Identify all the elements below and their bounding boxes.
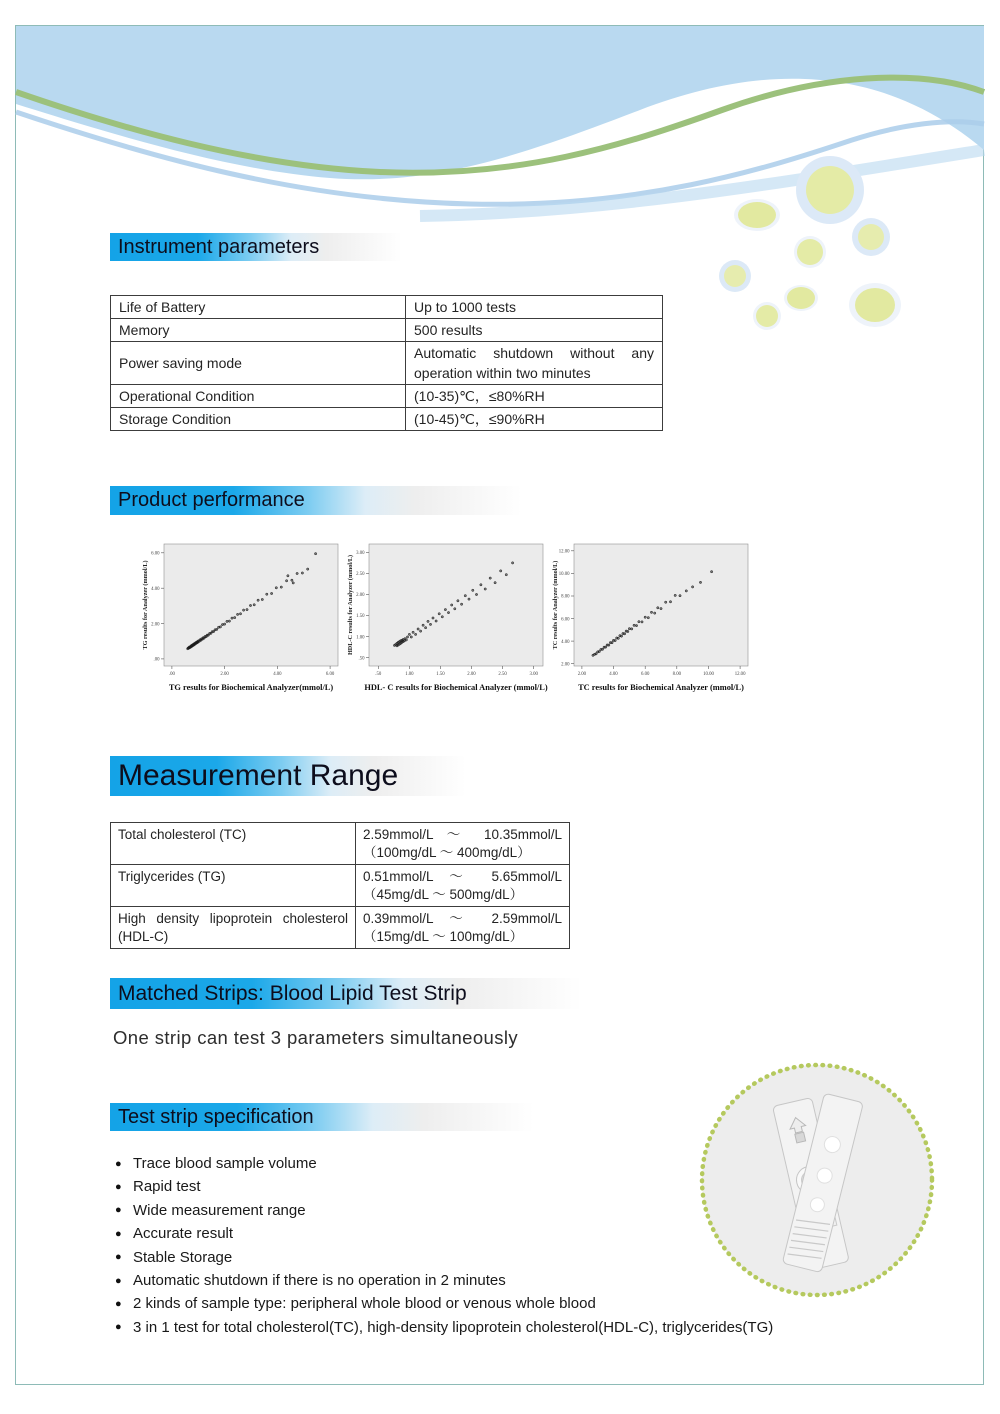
test-strips-illustration <box>692 1056 942 1306</box>
instrument-table-cell: Storage Condition <box>111 408 406 431</box>
svg-text:HDL-C results for Analyzer (mm: HDL-C results for Analyzer (mmol/L) <box>347 554 354 656</box>
svg-text:6.00: 6.00 <box>325 672 335 677</box>
measurement-table-cell: High density lipoprotein cholesterol (HDL-C) <box>111 907 356 949</box>
svg-text:2.00: 2.00 <box>577 672 587 677</box>
svg-text:HDL- C results for Biochemical: HDL- C results for Biochemical Analyzer (mmol/L) <box>364 683 548 692</box>
measurement-table-cell: Total cholesterol (TC) <box>111 823 356 865</box>
scatter-plot-svg <box>548 540 753 705</box>
svg-text:2.00: 2.00 <box>467 672 476 677</box>
instrument-parameters-table <box>110 295 663 431</box>
svg-text:2.50: 2.50 <box>356 572 365 578</box>
measurement-table-row <box>111 865 570 907</box>
svg-text:2.00: 2.00 <box>561 662 570 668</box>
svg-text:TC results for Biochemical Ana: TC results for Biochemical Analyzer (mmol/L) <box>578 683 744 692</box>
svg-text:TG results for Biochemical Ana: TG results for Biochemical Analyzer(mmol/L) <box>168 683 334 692</box>
strip-note-text: One strip can test 3 parameters simultaneously <box>113 1027 519 1048</box>
svg-text:12.00: 12.00 <box>558 549 570 555</box>
svg-text:.50: .50 <box>375 672 382 677</box>
scatter-plot-svg <box>138 540 343 705</box>
svg-text:3.00: 3.00 <box>529 672 538 677</box>
svg-text:TG results for Analyzer (mmol/: TG results for Analyzer (mmol/L) <box>142 560 149 650</box>
instrument-table-cell: Life of Battery <box>111 296 406 319</box>
measurement-table-cell: Triglycerides (TG) <box>111 865 356 907</box>
scatter-plot-svg <box>343 540 548 705</box>
section-title-text: Instrument parameters <box>118 236 320 258</box>
svg-text:2.50: 2.50 <box>498 672 507 677</box>
feature-item: ● Stable Storage <box>115 1246 867 1269</box>
section-title-product-performance <box>110 486 522 515</box>
scatter-plot-hdl-c <box>343 540 548 705</box>
svg-text:8.00: 8.00 <box>672 672 682 677</box>
svg-text:8.00: 8.00 <box>561 594 570 600</box>
instrument-table-row <box>111 408 663 431</box>
instrument-table-row <box>111 385 663 408</box>
svg-text:2.00: 2.00 <box>220 672 229 677</box>
instrument-table-row <box>111 296 663 319</box>
scatter-plot-tc <box>548 540 753 705</box>
section-title-text: Product performance <box>118 489 305 511</box>
svg-text:3.00: 3.00 <box>356 551 365 557</box>
section-title-text: Test strip specification <box>118 1106 314 1128</box>
section-title-test-strip-specification <box>110 1103 534 1131</box>
svg-text:4.00: 4.00 <box>561 639 570 645</box>
section-title-measurement-range <box>110 756 466 796</box>
svg-text:.00: .00 <box>153 657 160 663</box>
instrument-table-cell: Power saving mode <box>111 342 406 385</box>
feature-item: ● Trace blood sample volume <box>115 1152 867 1175</box>
instrument-table-cell: (10-45)℃，≤90%RH <box>406 408 663 431</box>
svg-text:10.00: 10.00 <box>703 672 714 677</box>
svg-text:10.00: 10.00 <box>558 572 570 578</box>
svg-text:1.50: 1.50 <box>436 672 445 677</box>
measurement-table-row <box>111 823 570 865</box>
section-title-text: Measurement Range <box>118 759 399 792</box>
instrument-table-row <box>111 319 663 342</box>
measurement-table-cell: 0.39mmol/L ～ 2.59mmol/L （15mg/dL ～ 100mg/dL） <box>356 907 570 949</box>
instrument-table-cell: (10-35)℃，≤80%RH <box>406 385 663 408</box>
svg-text:4.00: 4.00 <box>151 586 160 592</box>
measurement-table-cell: 0.51mmol/L ～ 5.65mmol/L （45mg/dL ～ 500mg/dL） <box>356 865 570 907</box>
svg-text:4.00: 4.00 <box>273 672 282 677</box>
instrument-table-cell: Operational Condition <box>111 385 406 408</box>
instrument-table-row <box>111 342 663 385</box>
feature-item: ● Automatic shutdown if there is no operation in 2 minutes <box>115 1269 867 1292</box>
feature-item: ● Accurate result <box>115 1222 867 1245</box>
svg-text:2.00: 2.00 <box>151 622 160 628</box>
instrument-table-cell: 500 results <box>406 319 663 342</box>
instrument-table-cell: Memory <box>111 319 406 342</box>
feature-item: ● Wide measurement range <box>115 1199 867 1222</box>
svg-text:.50: .50 <box>358 656 365 662</box>
section-title-text: Matched Strips: Blood Lipid Test Strip <box>118 982 467 1005</box>
svg-text:2.00: 2.00 <box>356 593 365 599</box>
measurement-table-cell: 2.59mmol/L ～ 10.35mmol/L （100mg/dL ～ 400mg/dL） <box>356 823 570 865</box>
feature-item: ● 3 in 1 test for total cholesterol(TC), high-density lipoprotein cholesterol(HDL-C), triglycerides(TG) <box>115 1316 867 1339</box>
instrument-table-cell: Automatic shutdown without any operation within two minutes <box>406 342 663 385</box>
svg-text:1.00: 1.00 <box>405 672 414 677</box>
feature-item: ● Rapid test <box>115 1175 867 1198</box>
measurement-range-table <box>110 822 570 949</box>
svg-text:4.00: 4.00 <box>609 672 618 677</box>
section-title-instrument-parameters <box>110 233 402 261</box>
svg-text:1.00: 1.00 <box>356 635 365 641</box>
instrument-table-cell: Up to 1000 tests <box>406 296 663 319</box>
feature-item: ● 2 kinds of sample type: peripheral whole blood or venous whole blood <box>115 1292 867 1315</box>
svg-text:1.50: 1.50 <box>356 614 365 620</box>
svg-text:6.00: 6.00 <box>151 551 160 557</box>
svg-text:TC results for Analyzer (mmol/: TC results for Analyzer (mmol/L) <box>552 560 559 650</box>
svg-text:.00: .00 <box>168 672 175 677</box>
svg-text:6.00: 6.00 <box>561 617 570 623</box>
scatter-plot-tg <box>138 540 343 705</box>
section-title-matched-strips <box>110 978 582 1009</box>
svg-text:12.00: 12.00 <box>734 672 746 677</box>
svg-text:6.00: 6.00 <box>640 672 650 677</box>
measurement-table-row <box>111 907 570 949</box>
